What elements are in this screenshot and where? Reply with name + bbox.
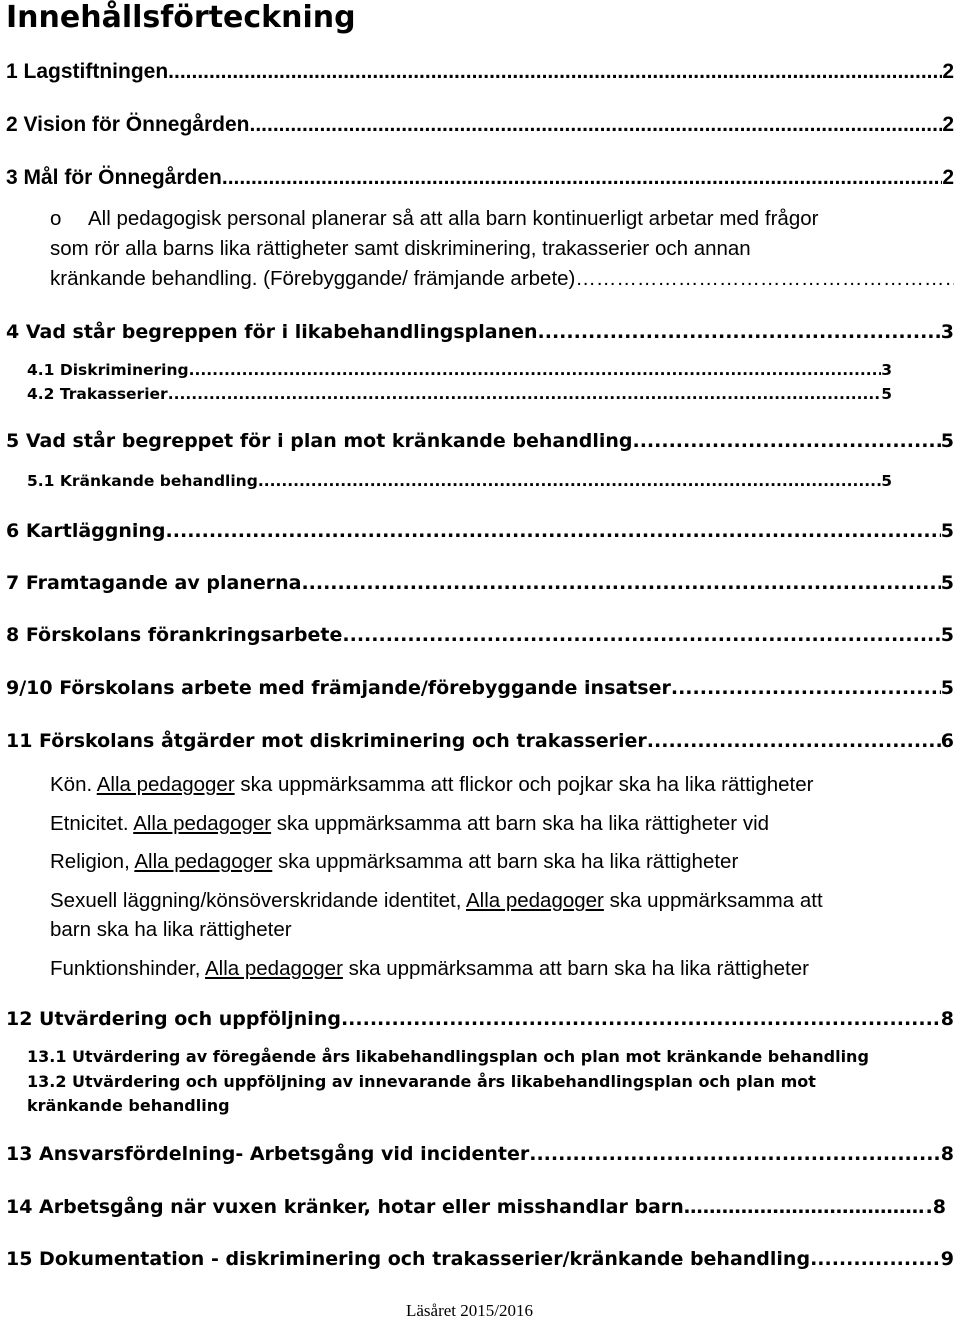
toc-entry-4-2[interactable] (27, 385, 892, 403)
toc-leader (189, 361, 882, 379)
toc-page: 5 (940, 677, 954, 699)
toc-label: 7 Framtagande av planerna (6, 572, 302, 594)
toc-entry-12[interactable] (6, 1008, 954, 1030)
alla-pedagoger-link[interactable]: Alla pedagoger (134, 850, 273, 873)
toc-label: 8 Förskolans förankringsarbete (6, 624, 343, 646)
toc-entry-13[interactable] (6, 1143, 954, 1165)
toc-leader (529, 1143, 941, 1165)
toc-label: 4.2 Trakasserier (27, 385, 168, 403)
toc-entry-9-10[interactable] (6, 677, 954, 699)
toc-entry-4[interactable] (6, 321, 954, 343)
ground-label: Kön. (50, 773, 97, 796)
ground-label: Funktionshinder, (50, 957, 205, 980)
toc-label: 4 Vad står begreppen för i likabehandlingsplanen (6, 321, 538, 343)
toc-entry-6[interactable] (6, 520, 954, 542)
goal-line-1: All pedagogisk personal planerar så att alla barn kontinuerligt arbetar med frågor (88, 207, 819, 230)
toc-page: .8 (925, 1196, 946, 1218)
toc-leader (166, 520, 941, 542)
sub-item-13-2[interactable]: 13.2 Utvärdering och uppföljning av innevarande års likabehandlingsplan och plan mot (27, 1072, 816, 1091)
toc-entry-11[interactable] (6, 730, 954, 752)
toc-leader (301, 572, 940, 594)
ground-sexuell-laggning (50, 886, 823, 916)
toc-page: 6 (940, 730, 954, 752)
toc-page: 8 (940, 1008, 954, 1030)
toc-label: 5 Vad står begreppet för i plan mot kränkande behandling (6, 430, 633, 452)
toc-page: 5 (881, 472, 892, 490)
toc-entry-mal[interactable] (6, 166, 954, 190)
toc-entry-5[interactable] (6, 430, 954, 452)
toc-page: 5 (940, 624, 954, 646)
toc-page: 5 (940, 520, 954, 542)
toc-leader (258, 472, 881, 490)
toc-leader (647, 730, 941, 752)
toc-page: 2 (942, 166, 954, 189)
goal-line-2: som rör alla barns lika rättigheter samt diskriminering, trakasserier och annan (50, 237, 751, 260)
toc-leader (632, 430, 940, 452)
ground-funktionshinder (50, 954, 809, 984)
alla-pedagoger-link[interactable]: Alla pedagoger (205, 957, 343, 980)
ground-text: ska uppmärksamma att barn ska ha lika rättigheter (342, 957, 809, 980)
toc-entry-7[interactable] (6, 572, 954, 594)
sub-item-13-2-line-2: kränkande behandling (27, 1096, 230, 1115)
toc-leader (168, 60, 942, 84)
toc-leader (342, 624, 940, 646)
toc-label: 12 Utvärdering och uppföljning (6, 1008, 341, 1030)
alla-pedagoger-link[interactable]: Alla pedagoger (133, 812, 272, 835)
toc-label: 4.1 Diskriminering (27, 361, 189, 379)
toc-label: 9/10 Förskolans arbete med främjande/förebyggande insatser (6, 677, 671, 699)
ground-label: Sexuell läggning/könsöverskridande identitet, (50, 889, 466, 912)
alla-pedagoger-link[interactable]: Alla pedagoger (465, 889, 604, 912)
toc-entry-5-1[interactable] (27, 472, 892, 490)
page-title: Innehållsförteckning (6, 0, 356, 35)
toc-label: 6 Kartläggning (6, 520, 166, 542)
toc-leader (810, 1248, 941, 1270)
ground-text: ska uppmärksamma att flickor och pojkar ska ha lika rättigheter (234, 773, 814, 796)
toc-label: 3 Mål för Önnegården (6, 166, 222, 189)
toc-page: 8 (940, 1143, 954, 1165)
toc-leader (671, 677, 941, 699)
toc-label: 13 Ansvarsfördelning- Arbetsgång vid incidenter (6, 1143, 530, 1165)
toc-leader (168, 385, 882, 403)
page-footer: Läsåret 2015/2016 (406, 1301, 533, 1320)
toc-page: 2 (942, 60, 954, 83)
ground-label: Religion, (50, 850, 135, 873)
toc-leader (250, 113, 943, 137)
sub-item-13-1[interactable]: 13.1 Utvärdering av föregående års likabehandlingsplan och plan mot kränkande behandling (27, 1047, 869, 1066)
ground-text: ska uppmärksamma att (603, 889, 823, 912)
toc-page: 5 (881, 385, 892, 403)
toc-leader (684, 1196, 926, 1218)
ground-sexuell-laggning-line-2: barn ska ha lika rättigheter (50, 918, 292, 941)
alla-pedagoger-link[interactable]: Alla pedagoger (96, 773, 235, 796)
toc-leader (222, 166, 942, 190)
toc-entry-lagstiftningen[interactable] (6, 60, 954, 84)
goal-leader (575, 264, 954, 294)
toc-label: 11 Förskolans åtgärder mot diskriminering och trakasserier (6, 730, 647, 752)
goal-line-3-text: kränkande behandling. (Förebyggande/ främjande arbete) (50, 267, 576, 290)
toc-page: 3 (881, 361, 892, 379)
ground-text: ska uppmärksamma att barn ska ha lika rättigheter (272, 850, 739, 873)
toc-label: 2 Vision för Önnegården (6, 113, 250, 136)
toc-entry-14[interactable] (6, 1196, 946, 1218)
toc-entry-8[interactable] (6, 624, 954, 646)
ground-text: ska uppmärksamma att barn ska ha lika rättigheter vid (271, 812, 770, 835)
toc-page: 2 (942, 113, 954, 136)
toc-label: 1 Lagstiftningen (6, 60, 169, 83)
toc-entry-15[interactable] (6, 1248, 954, 1270)
toc-entry-vision[interactable] (6, 113, 954, 137)
goal-line-3 (50, 264, 954, 294)
toc-page: 3 (940, 321, 954, 343)
ground-etnicitet (50, 809, 769, 839)
toc-entry-4-1[interactable] (27, 361, 892, 379)
ground-religion (50, 847, 738, 877)
bullet-marker: o (50, 207, 62, 230)
toc-page: 5 (940, 430, 954, 452)
toc-page: 5 (940, 572, 954, 594)
ground-label: Etnicitet. (50, 812, 134, 835)
toc-page: 9 (940, 1248, 954, 1270)
toc-label: 5.1 Kränkande behandling (27, 472, 258, 490)
ground-kon (50, 770, 813, 800)
toc-leader (341, 1008, 941, 1030)
toc-leader (538, 321, 941, 343)
toc-label: 15 Dokumentation - diskriminering och trakasserier/kränkande behandling (6, 1248, 811, 1270)
toc-label: 14 Arbetsgång när vuxen kränker, hotar eller misshandlar barn (6, 1196, 684, 1218)
